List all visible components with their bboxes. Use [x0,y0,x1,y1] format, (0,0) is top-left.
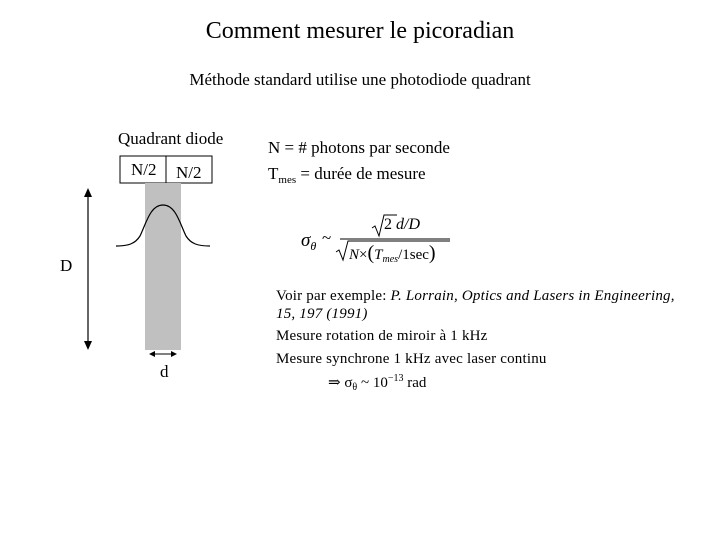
tmes-text: = durée de mesure [296,164,426,183]
beam-size-label: D [60,256,73,275]
right-cell-label: N/2 [176,163,202,182]
formula-sigma: $\sigma_\theta$ [301,230,317,253]
gap-label: d [160,362,169,381]
tmes-subscript: mes [278,174,297,186]
implies-arrow: ⇒ [328,375,341,391]
quadrant-diode-label: Quadrant diode [118,129,224,148]
subtitle: Méthode standard utilise une photodiode quadrant [189,70,531,89]
formula-numerator: 2 d/D [384,216,420,233]
reference-line-2: 15, 197 (1991) [276,306,368,322]
note-mirror-rotation: Mesure rotation de miroir à 1 kHz [276,328,488,344]
d-arrow-head-top [84,188,92,197]
page-title: Comment mesurer le picoradian [205,18,515,44]
formula-approx: ~ [322,228,332,247]
formula-denominator: $N\times(T_{mes}/1\sec)$ [349,242,436,265]
photon-definition: N = # photons par seconde [268,138,450,157]
beam-column [145,183,181,350]
d-arrow-head-bottom [84,341,92,350]
tmes-definition [268,164,426,184]
result-line: ⇒ $\sigma_\theta$ ~ $10^{-13}$ rad [328,373,427,393]
gap-arrow-head-right [171,351,177,357]
reference-line-1: Voir par exemple: P. Lorrain, Optics and Lasers in Engineering, [276,288,675,304]
gap-arrow-head-left [149,351,155,357]
note-synchronous: Mesure synchrone 1 kHz avec laser continu [276,351,547,367]
tmes-symbol: T [268,164,279,183]
left-cell-label: N/2 [131,160,157,179]
